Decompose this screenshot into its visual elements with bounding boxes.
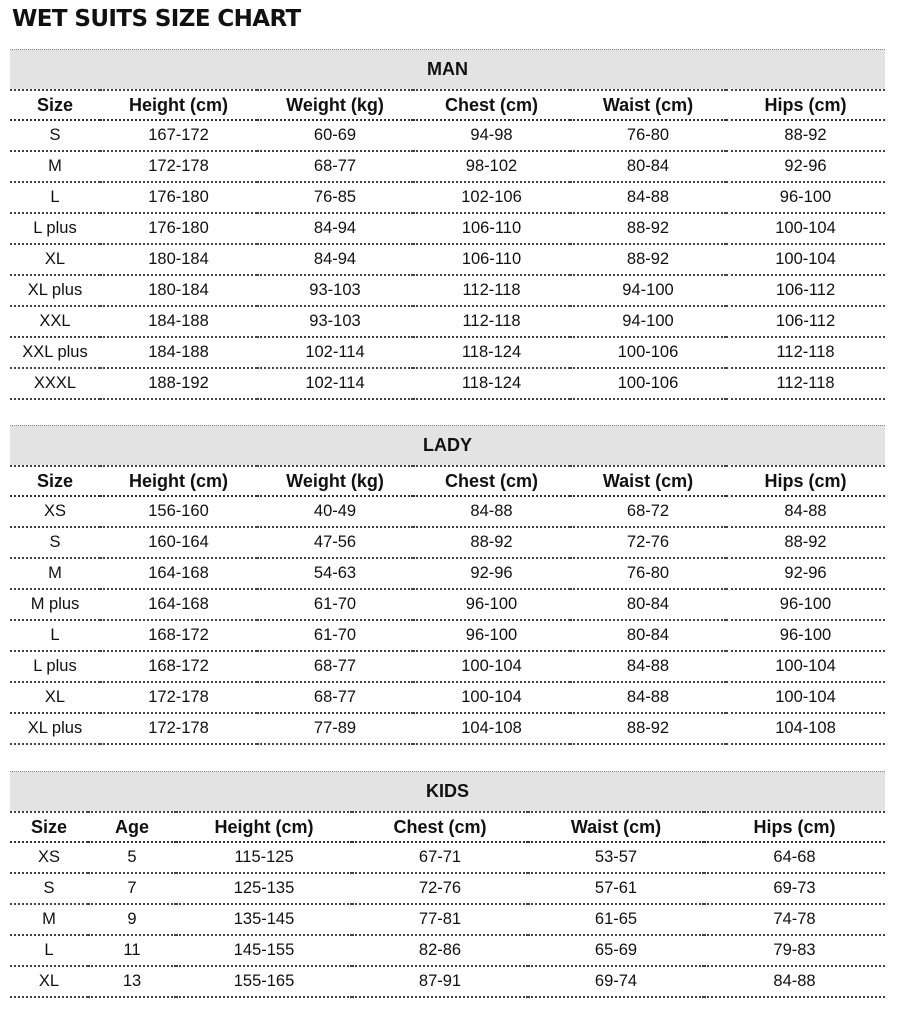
table-cell: 65-69 [528, 935, 704, 966]
table-cell: 61-65 [528, 904, 704, 935]
table-cell: 176-180 [100, 182, 257, 213]
table-cell: 68-77 [257, 151, 413, 182]
table-cell: 67-71 [352, 842, 528, 873]
table-cell: 92-96 [726, 558, 885, 589]
table-cell: 168-172 [100, 620, 257, 651]
table-cell: S [10, 527, 100, 558]
table-cell: 54-63 [257, 558, 413, 589]
section-header-kids: KIDS [10, 771, 885, 811]
table-cell: 13 [88, 966, 176, 997]
table-cell: 92-96 [726, 151, 885, 182]
table-cell: 76-80 [570, 558, 726, 589]
table-row [10, 904, 885, 935]
table-cell: 76-80 [570, 120, 726, 151]
table-cell: XXL plus [10, 337, 100, 368]
table-cell: 93-103 [257, 275, 413, 306]
table-cell: 102-114 [257, 337, 413, 368]
table-cell: 100-104 [726, 213, 885, 244]
table-cell: 167-172 [100, 120, 257, 151]
table-cell: 112-118 [726, 337, 885, 368]
table-cell: 100-104 [726, 244, 885, 275]
column-header: Hips (cm) [726, 466, 885, 496]
table-cell: 77-81 [352, 904, 528, 935]
table-header-row [10, 812, 885, 842]
table-row [10, 120, 885, 151]
column-header: Height (cm) [100, 466, 257, 496]
table-cell: 172-178 [100, 682, 257, 713]
table-cell: 61-70 [257, 620, 413, 651]
table-cell: 100-104 [413, 682, 570, 713]
table-cell: L [10, 935, 88, 966]
section-header-man: MAN [10, 49, 885, 89]
table-cell: 98-102 [413, 151, 570, 182]
column-header: Size [10, 90, 100, 120]
table-cell: 135-145 [176, 904, 352, 935]
table-cell: 118-124 [413, 368, 570, 399]
table-cell: 104-108 [726, 713, 885, 744]
table-cell: XXXL [10, 368, 100, 399]
table-cell: 106-110 [413, 213, 570, 244]
column-header: Chest (cm) [352, 812, 528, 842]
table-cell: 84-88 [570, 651, 726, 682]
table-cell: 160-164 [100, 527, 257, 558]
column-header: Hips (cm) [704, 812, 885, 842]
table-cell: 88-92 [413, 527, 570, 558]
table-cell: 88-92 [570, 244, 726, 275]
table-cell: 77-89 [257, 713, 413, 744]
table-cell: L [10, 182, 100, 213]
table-cell: 102-106 [413, 182, 570, 213]
table-row [10, 589, 885, 620]
table-cell: 180-184 [100, 244, 257, 275]
table-cell: 106-110 [413, 244, 570, 275]
table-cell: 118-124 [413, 337, 570, 368]
table-cell: 88-92 [570, 713, 726, 744]
table-row [10, 213, 885, 244]
table-cell: 93-103 [257, 306, 413, 337]
table-cell: 84-88 [570, 182, 726, 213]
table-cell: 104-108 [413, 713, 570, 744]
table-cell: 84-88 [413, 496, 570, 527]
table-cell: 72-76 [352, 873, 528, 904]
table-cell: 94-100 [570, 306, 726, 337]
table-cell: XXL [10, 306, 100, 337]
table-cell: 100-104 [726, 651, 885, 682]
table-row [10, 337, 885, 368]
table-cell: XL plus [10, 275, 100, 306]
table-cell: 60-69 [257, 120, 413, 151]
table-cell: M plus [10, 589, 100, 620]
table-row [10, 306, 885, 337]
column-header: Height (cm) [100, 90, 257, 120]
table-cell: 164-168 [100, 558, 257, 589]
table-cell: XS [10, 496, 100, 527]
table-cell: 40-49 [257, 496, 413, 527]
column-header: Weight (kg) [257, 466, 413, 496]
table-row [10, 527, 885, 558]
table-cell: 11 [88, 935, 176, 966]
table-cell: 84-88 [704, 966, 885, 997]
kids-size-table [10, 811, 885, 998]
table-cell: 68-77 [257, 651, 413, 682]
table-row [10, 620, 885, 651]
table-cell: XS [10, 842, 88, 873]
table-header-row [10, 466, 885, 496]
table-cell: 184-188 [100, 337, 257, 368]
table-row [10, 966, 885, 997]
table-cell: XL [10, 244, 100, 275]
table-cell: 68-72 [570, 496, 726, 527]
table-cell: XL [10, 682, 100, 713]
table-cell: 79-83 [704, 935, 885, 966]
section-header-lady: LADY [10, 425, 885, 465]
table-cell: 92-96 [413, 558, 570, 589]
table-cell: 47-56 [257, 527, 413, 558]
column-header: Height (cm) [176, 812, 352, 842]
column-header: Waist (cm) [570, 90, 726, 120]
table-cell: 112-118 [413, 275, 570, 306]
table-cell: 64-68 [704, 842, 885, 873]
lady-section [10, 425, 885, 745]
table-cell: 53-57 [528, 842, 704, 873]
table-cell: 84-94 [257, 213, 413, 244]
table-cell: 115-125 [176, 842, 352, 873]
column-header: Size [10, 466, 100, 496]
table-cell: 155-165 [176, 966, 352, 997]
table-cell: 68-77 [257, 682, 413, 713]
table-cell: 88-92 [726, 120, 885, 151]
table-cell: 96-100 [726, 589, 885, 620]
man-size-table [10, 89, 885, 400]
table-cell: 106-112 [726, 275, 885, 306]
table-cell: 82-86 [352, 935, 528, 966]
table-cell: 76-85 [257, 182, 413, 213]
page-title: WET SUITS SIZE CHART [12, 6, 301, 32]
table-cell: 145-155 [176, 935, 352, 966]
table-cell: 100-104 [413, 651, 570, 682]
table-cell: 100-106 [570, 368, 726, 399]
table-cell: 69-73 [704, 873, 885, 904]
table-row [10, 873, 885, 904]
column-header: Age [88, 812, 176, 842]
table-cell: 96-100 [413, 620, 570, 651]
table-cell: S [10, 873, 88, 904]
table-row [10, 713, 885, 744]
table-cell: 164-168 [100, 589, 257, 620]
table-cell: S [10, 120, 100, 151]
table-cell: 84-88 [726, 496, 885, 527]
table-row [10, 651, 885, 682]
table-row [10, 682, 885, 713]
table-row [10, 151, 885, 182]
column-header: Chest (cm) [413, 90, 570, 120]
table-cell: 100-106 [570, 337, 726, 368]
table-row [10, 842, 885, 873]
table-cell: 94-100 [570, 275, 726, 306]
table-header-row [10, 90, 885, 120]
table-cell: M [10, 558, 100, 589]
table-cell: 184-188 [100, 306, 257, 337]
table-cell: 106-112 [726, 306, 885, 337]
table-cell: 180-184 [100, 275, 257, 306]
table-cell: M [10, 904, 88, 935]
table-cell: 80-84 [570, 620, 726, 651]
table-row [10, 368, 885, 399]
table-cell: 168-172 [100, 651, 257, 682]
table-cell: 69-74 [528, 966, 704, 997]
table-cell: 172-178 [100, 713, 257, 744]
table-cell: 172-178 [100, 151, 257, 182]
table-row [10, 275, 885, 306]
column-header: Hips (cm) [726, 90, 885, 120]
table-row [10, 244, 885, 275]
table-cell: 84-94 [257, 244, 413, 275]
table-cell: 7 [88, 873, 176, 904]
table-cell: 112-118 [726, 368, 885, 399]
kids-section [10, 771, 885, 998]
column-header: Waist (cm) [528, 812, 704, 842]
table-cell: 87-91 [352, 966, 528, 997]
table-cell: 80-84 [570, 589, 726, 620]
table-cell: L plus [10, 213, 100, 244]
table-row [10, 935, 885, 966]
table-cell: 112-118 [413, 306, 570, 337]
column-header: Size [10, 812, 88, 842]
table-row [10, 558, 885, 589]
table-cell: 96-100 [413, 589, 570, 620]
table-cell: 96-100 [726, 620, 885, 651]
table-cell: 94-98 [413, 120, 570, 151]
table-cell: 125-135 [176, 873, 352, 904]
table-cell: M [10, 151, 100, 182]
table-cell: 9 [88, 904, 176, 935]
table-cell: 88-92 [570, 213, 726, 244]
man-section [10, 49, 885, 400]
table-row [10, 182, 885, 213]
table-cell: 74-78 [704, 904, 885, 935]
table-cell: 80-84 [570, 151, 726, 182]
table-row [10, 496, 885, 527]
table-cell: 5 [88, 842, 176, 873]
table-cell: L plus [10, 651, 100, 682]
table-cell: 88-92 [726, 527, 885, 558]
column-header: Weight (kg) [257, 90, 413, 120]
lady-size-table [10, 465, 885, 745]
table-cell: 84-88 [570, 682, 726, 713]
table-cell: 176-180 [100, 213, 257, 244]
table-cell: XL [10, 966, 88, 997]
table-cell: L [10, 620, 100, 651]
table-cell: XL plus [10, 713, 100, 744]
table-cell: 102-114 [257, 368, 413, 399]
column-header: Waist (cm) [570, 466, 726, 496]
table-cell: 72-76 [570, 527, 726, 558]
table-cell: 100-104 [726, 682, 885, 713]
table-cell: 96-100 [726, 182, 885, 213]
table-cell: 57-61 [528, 873, 704, 904]
table-cell: 61-70 [257, 589, 413, 620]
column-header: Chest (cm) [413, 466, 570, 496]
table-cell: 188-192 [100, 368, 257, 399]
table-cell: 156-160 [100, 496, 257, 527]
